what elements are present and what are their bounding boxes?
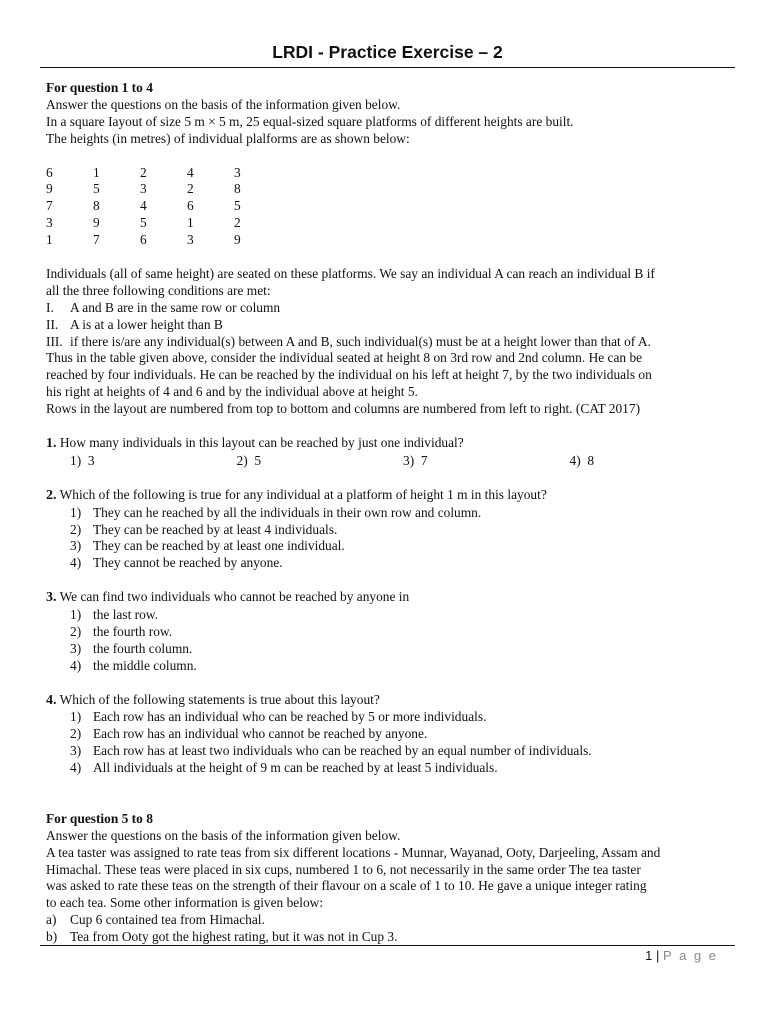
clue-item [46,912,736,929]
option-text: 5 [254,452,262,468]
option-item [70,709,736,726]
question-text: Which of the following is true for any individual at a platform of height 1 m in this layout? [59,486,547,502]
page-number: 1 [645,948,653,963]
intro-line: A tea taster was assigned to rate teas from six different locations - Munnar, Wayanad, Ooty, Darjeeling, Assam and [46,844,661,860]
grid-cell: 3 [140,181,147,197]
condition-text: if there is/are any individual(s) between A and B, such individual(s) must be at a height lower than that of A. [70,333,651,349]
option-text: the middle column. [93,657,197,673]
intro-line: Answer the questions on the basis of the information given below. [46,96,401,112]
option-item [70,538,736,555]
question-text: How many individuals in this layout can be reached by just one individual? [59,434,464,450]
option-text: They can be reached by at least one individual. [93,538,345,554]
option-item [70,505,736,522]
option-number: 4) [70,657,82,673]
clue-label: b) [46,929,58,945]
grid-cell: 9 [234,232,241,248]
grid-cell: 8 [234,181,241,197]
question-text: Which of the following statements is true about this layout? [59,691,380,707]
grid-cell: 3 [234,164,241,180]
question-2 [46,487,736,505]
grid-cell: 3 [187,232,194,248]
intro-line: was asked to rate these teas on the strength of their flavour on a scale of 1 to 10. He gave a unique integer rating [46,878,647,894]
grid-cell: 9 [93,215,100,231]
set2-heading: For question 5 to 8 [46,810,153,826]
header-rule [40,67,735,68]
question-1 [46,435,736,453]
option-item [570,453,737,470]
option-number: 2) [70,726,82,742]
question-3-options [46,607,736,675]
option-item [237,453,404,470]
condition-label: III. [46,333,63,349]
grid-cell: 2 [140,164,147,180]
option-text: All individuals at the height of 9 m can be reached by at least 5 individuals. [93,760,498,776]
option-text: 8 [587,452,595,468]
grid-row [46,198,736,215]
option-number: 2) [70,623,82,639]
question-number: 4. [46,692,57,708]
grid-cell: 9 [46,181,53,197]
condition-item [46,300,736,317]
intro-line: Answer the questions on the basis of the information given below. [46,827,401,843]
grid-cell: 5 [93,181,100,197]
grid-cell: 3 [46,215,53,231]
grid-row [46,181,736,198]
para-line: his right at heights of 4 and 6 and by the individual above at height 5. [46,384,418,400]
grid-cell: 1 [93,164,100,180]
grid-cell: 2 [187,181,194,197]
grid-cell: 6 [187,198,194,214]
question-text: We can find two individuals who cannot be reached by anyone in [59,589,410,605]
option-item [70,624,736,641]
option-text: the fourth column. [93,640,193,656]
option-number: 1) [70,607,82,623]
option-item [70,453,237,470]
option-item [70,555,736,572]
grid-row [46,165,736,182]
heights-grid [46,165,736,250]
grid-cell: 4 [140,198,147,214]
intro-line: In a square Iayout of size 5 m × 5 m, 25 equal-sized square platforms of different heights are built. [46,113,574,129]
option-number: 4) [70,760,82,776]
option-number: 2) [70,521,82,537]
intro-line: The heights (in metres) of individual plalforms are as shown below: [46,130,410,146]
grid-cell: 5 [140,215,147,231]
document-title: LRDI - Practice Exercise – 2 [272,42,503,62]
grid-cell: 6 [46,164,53,180]
option-text: the fourth row. [93,623,173,639]
grid-row [46,215,736,232]
option-number: 1) [70,504,82,520]
condition-item [46,317,736,334]
set1-heading: For question 1 to 4 [46,80,153,95]
condition-text: A and B are in the same row or column [70,299,281,315]
para-line: Rows in the layout are numbered from top to bottom and columns are numbered from left to right. (CAT 2017) [46,401,641,417]
grid-cell: 5 [234,198,241,214]
option-text: Each row has an individual who can be reached by 5 or more individuals. [93,709,487,725]
option-item [70,726,736,743]
option-number: 1) [70,709,82,725]
option-text: They can be reached by at least 4 individuals. [93,521,338,537]
option-number: 4) [569,452,581,468]
option-item [70,743,736,760]
page-footer [645,948,718,963]
intro-line: Himachal. These teas were placed in six cups, numbered 1 to 6, not necessarily in the same order The tea taster [46,861,641,877]
grid-cell: 7 [46,198,53,214]
option-text: Each row has at least two individuals who can be reached by an equal number of individuals. [93,743,592,759]
option-item [70,760,736,777]
option-item [70,522,736,539]
question-number: 3. [46,590,57,606]
question-1-options [46,453,736,470]
grid-cell: 4 [187,164,194,180]
question-number: 1. [46,435,57,451]
question-4 [46,692,736,710]
para-line: all the three following conditions are met: [46,282,271,298]
grid-cell: 7 [93,232,100,248]
option-item [403,453,570,470]
condition-label: I. [46,299,54,315]
para-line: Thus in the table given above, consider the individual seated at height 8 on 3rd row and 2nd column. He can be [46,350,643,366]
option-number: 3) [70,743,82,759]
grid-cell: 8 [93,198,100,214]
option-item [70,641,736,658]
option-text: 7 [420,452,428,468]
option-number: 1) [70,452,82,468]
condition-item [46,334,736,351]
grid-cell: 6 [140,232,147,248]
question-3 [46,589,736,607]
option-text: They cannot be reached by anyone. [93,555,283,571]
page-label: P a g e [663,948,718,963]
option-number: 3) [403,452,415,468]
grid-cell: 1 [187,215,194,231]
option-number: 2) [236,452,248,468]
option-number: 3) [70,640,82,656]
footer-rule [40,945,735,946]
condition-text: A is at a lower height than B [70,316,223,332]
para-line: reached by four individuals. He can be reached by the individual on his left at height 7, by the two individuals on [46,367,652,383]
option-item [70,607,736,624]
clue-text: Cup 6 contained tea from Himachal. [70,912,265,928]
question-number: 2. [46,487,57,503]
option-text: Each row has an individual who cannot be reached by anyone. [93,726,428,742]
footer-separator: | [656,948,660,963]
option-item [70,658,736,675]
document-body [46,80,736,946]
para-line: Individuals (all of same height) are seated on these platforms. We say an individual A can reach an individual B if [46,265,655,281]
grid-cell: 1 [46,232,53,248]
question-4-options [46,709,736,777]
clue-item [46,929,736,946]
grid-cell: 2 [234,215,241,231]
grid-row [46,232,736,249]
question-2-options [46,505,736,573]
condition-label: II. [46,316,59,332]
option-text: 3 [87,452,95,468]
intro-line: to each tea. Some other information is given below: [46,895,324,911]
clue-text: Tea from Ooty got the highest rating, but it was not in Cup 3. [70,929,398,945]
clue-label: a) [46,912,57,928]
option-number: 4) [70,555,82,571]
option-number: 3) [70,538,82,554]
option-text: They can he reached by all the individuals in their own row and column. [93,504,482,520]
option-text: the last row. [93,607,158,623]
